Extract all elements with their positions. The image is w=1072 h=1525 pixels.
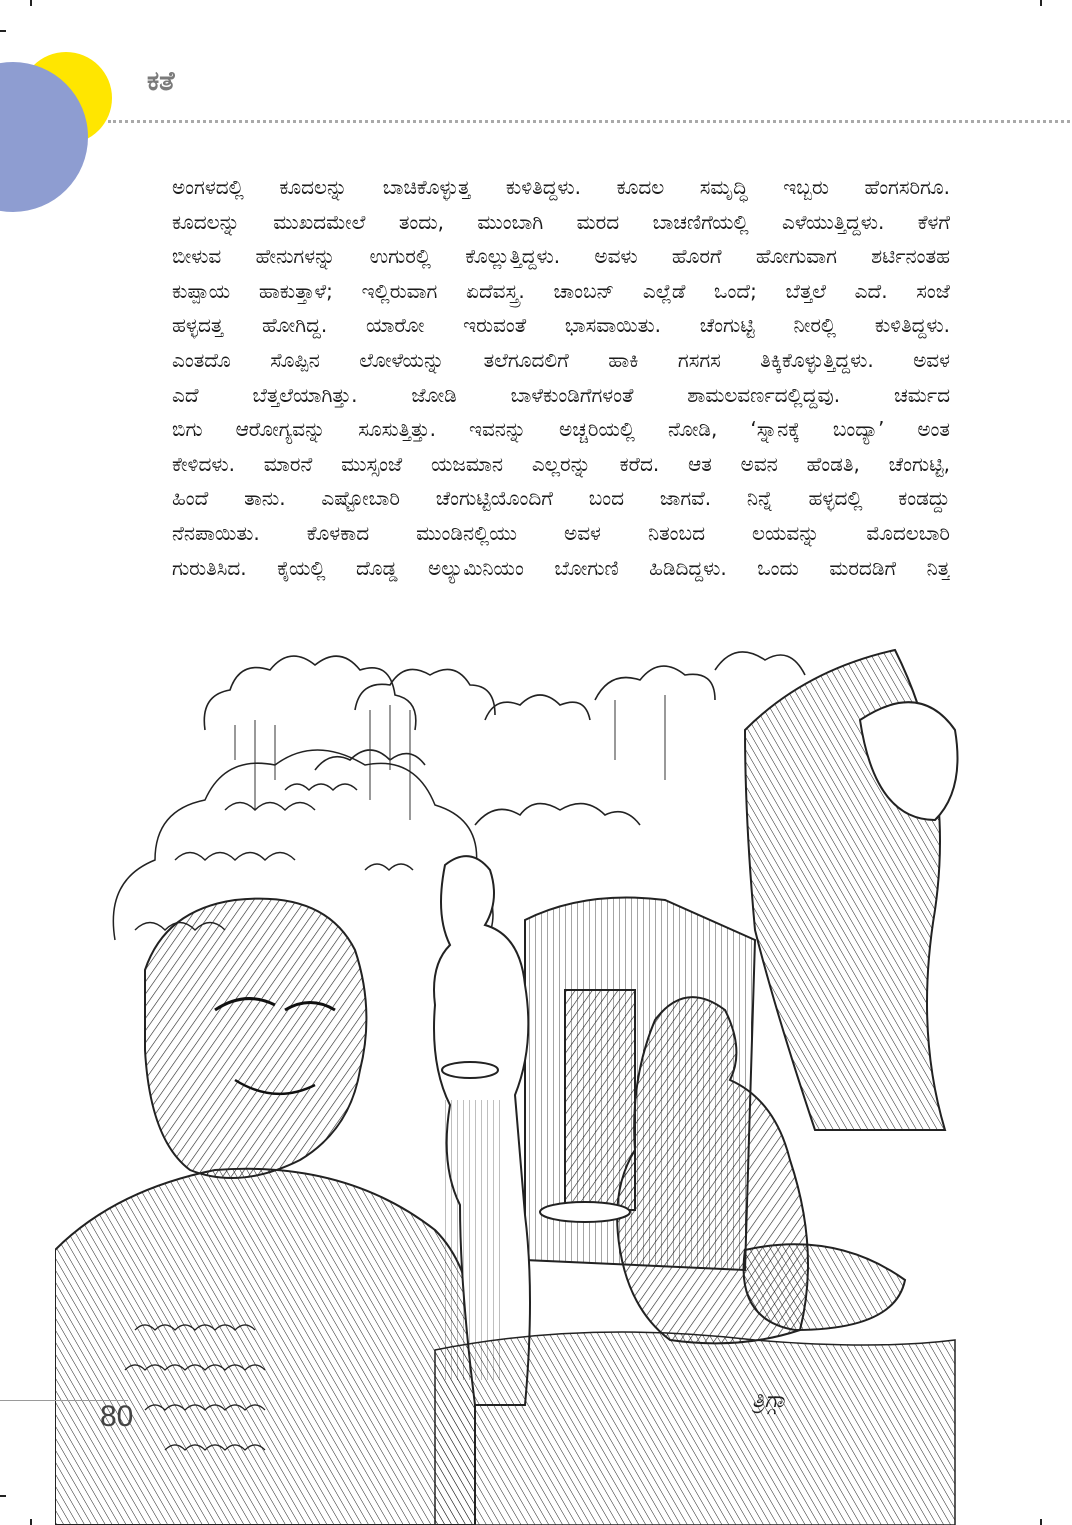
text-line: ಕೇಳಿದಳು. ಮಾರನೆ ಮುಸ್ಸಂಜೆ ಯಜಮಾನ ಎಲ್ಲರನ್ನು ಕರೆದ. ಆತ ಅವನ ಹೆಂಡತಿ, ಚೆಂಗುಟ್ಟಿ, xyxy=(172,451,950,476)
page-number: 80 xyxy=(100,1400,134,1433)
text-line: ಎಂತದೊ ಸೊಪ್ಪಿನ ಲೋಳೆಯನ್ನು ತಲೆಗೂದಲಿಗೆ ಹಾಕಿ ಗಸಗಸ ತಿಕ್ಕಿಕೊಳ್ಳುತ್ತಿದ್ದಳು. ಅವಳ xyxy=(172,347,950,372)
crop-mark xyxy=(30,1519,32,1525)
text-line: ಎದೆ ಬೆತ್ತಲೆಯಾಗಿತ್ತು. ಜೋಡಿ ಬಾಳೆಕುಂಡಿಗೆಗಳಂತೆ ಶಾಮಲವರ್ಣದಲ್ಲಿದ್ದವು. ಚರ್ಮದ xyxy=(172,382,950,407)
cloud-foliage xyxy=(204,652,805,825)
crop-mark xyxy=(0,1495,6,1497)
text-line: ಹಿಂದೆ ತಾನು. ಎಷ್ಟೋಬಾರಿ ಚೆಂಗುಟ್ಟಿಯೊಂದಿಗೆ ಬಂದ ಜಾಗವೆ. ನಿನ್ನೆ ಹಳ್ಳದಲ್ಲಿ ಕಂಡದ್ದು xyxy=(172,486,950,511)
text-line: ಬಿಗು ಆರೋಗ್ಯವನ್ನು ಸೂಸುತ್ತಿತ್ತು. ಇವನನ್ನು ಅಚ್ಚರಿಯಲ್ಲಿ ನೋಡಿ, ‘ಸ್ನಾನಕ್ಕೆ ಬಂದ್ಯಾ’ ಅಂತ xyxy=(172,417,950,442)
text-line: ಕುಪ್ಪಾಯ ಹಾಕುತ್ತಾಳೆ; ಇಲ್ಲಿರುವಾಗ ಏದೆವಸ್ತ್ರ. ಚಾಂಬನ್ ಎಲ್ಲೆಡೆ ಒಂದೆ; ಬೆತ್ತಲೆ ಎದೆ. ಸಂಜೆ xyxy=(172,278,950,303)
artist-signature: ತ್ರಿಗ್ಗಾ xyxy=(752,1388,786,1413)
dotted-rule xyxy=(108,120,1070,123)
crop-mark xyxy=(1040,1519,1042,1525)
text-line: ನೆನಪಾಯಿತು. ಕೊಳಕಾದ ಮುಂಡಿನಲ್ಲಿಯು ಅವಳ ನಿತಂಬದ ಲಯವನ್ನು ಮೊದಲಬಾರಿ xyxy=(172,520,950,545)
rain-lines xyxy=(235,695,665,820)
crop-mark xyxy=(30,0,32,6)
story-text xyxy=(172,170,950,585)
crop-mark xyxy=(0,30,6,32)
text-line: ಕೂದಲನ್ನು ಮುಖದಮೇಲೆ ತಂದು, ಮುಂಬಾಗಿ ಮರದ ಬಾಚಣಿಗೆಯಲ್ಲಿ ಎಳೆಯುತ್ತಿದ್ದಳು. ಕೆಳಗೆ xyxy=(172,209,950,234)
text-line: ಹಳ್ಳದತ್ತ ಹೋಗಿದ್ದ. ಯಾರೋ ಇರುವಂತೆ ಭಾಸವಾಯಿತು. ಚೆಂಗುಟ್ಟಿ ನೀರಲ್ಲಿ ಕುಳಿತಿದ್ದಳು. xyxy=(172,313,950,338)
text-line: ಅಂಗಳದಲ್ಲಿ ಕೂದಲನ್ನು ಬಾಚಿಕೊಳ್ಳುತ್ತ ಕುಳಿತಿದ್ದಳು. ಕೂದಲ ಸಮೃದ್ಧಿ ಇಬ್ಬರು ಹೆಂಗಸರಿಗೂ. xyxy=(172,175,950,199)
pen-ink-illustration xyxy=(55,610,960,1525)
bearded-man xyxy=(145,899,366,1178)
ground xyxy=(435,1332,955,1525)
section-title: ಕತೆ xyxy=(147,66,175,97)
text-line: ಗುರುತಿಸಿದ. ಕೈಯಲ್ಲಿ ದೊಡ್ಡ ಅಲ್ಯುಮಿನಿಯಂ ಬೋಗುಣಿ ಹಿಡಿದಿದ್ದಳು. ಒಂದು ಮರದಡಿಗೆ ನಿತ್ತ xyxy=(172,555,950,580)
text-line: ಬೀಳುವ ಹೇನುಗಳನ್ನು ಉಗುರಲ್ಲಿ ಕೊಲ್ಲುತ್ತಿದ್ದಳು. ಅವಳು ಹೊರಗೆ ಹೋಗುವಾಗ ಶರ್ಟಿನಂತಹ xyxy=(172,244,950,269)
crop-mark xyxy=(1040,0,1042,6)
